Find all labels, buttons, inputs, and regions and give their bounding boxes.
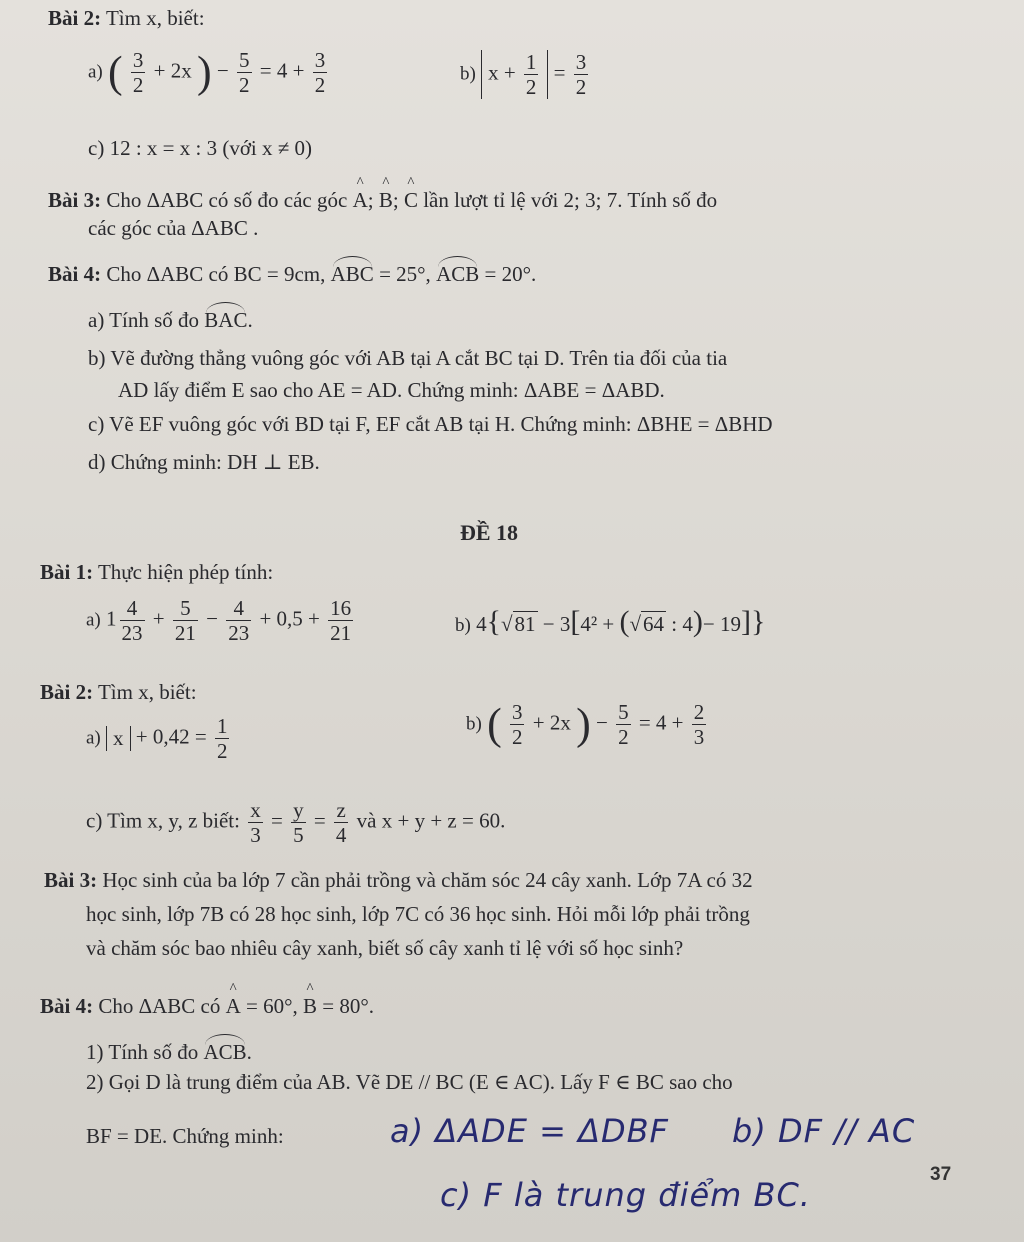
fraction: $\frac{x}{3}$ (250, 798, 261, 848)
bai2-heading: Bài 2: Tìm x, biết: (48, 6, 205, 30)
square-root: √64 (629, 612, 665, 636)
fraction: $\frac{4}{23}$ (228, 596, 250, 646)
exam-title: ĐỀ 18 (460, 520, 519, 545)
bai4-heading: Bài 4: Cho ΔABC có BC = 9cm, ABC = 25°, ACB = 20°. (48, 262, 537, 286)
de18-bai1-heading: Bài 1: Thực hiện phép tính: (40, 560, 274, 584)
fraction: $\frac{y}{5}$ (293, 798, 304, 848)
bai4-a: a) Tính số đo BAC. (88, 308, 253, 332)
fraction: $\frac{1}{2}$ (525, 50, 537, 100)
fraction: $\frac{3}{2}$ (511, 700, 523, 750)
de18-bai3-line3: và chăm sóc bao nhiêu cây xanh, biết số cây xanh tỉ lệ với số học sinh? (86, 936, 684, 960)
de18-bai2-c: c) Tìm x, y, z biết: $\frac{x}{3}$ = $\frac{y}{5}$ = $\frac{z}{4}$ và x + y + z = 60. (86, 798, 506, 848)
bai3-line1: Bài 3: Cho ΔABC có số đo các góc ^ A; ^ B; ^ C lần lượt tỉ lệ với 2; 3; 7. Tính số đo (48, 188, 717, 213)
fraction: $\frac{16}{21}$ (330, 596, 352, 646)
bai3-line2: các góc của ΔABC . (88, 216, 259, 240)
de18-bai4-1: 1) Tính số đo ACB. (86, 1040, 252, 1064)
fraction: $\frac{3}{2}$ (575, 50, 587, 100)
fraction: $\frac{4}{23}$ (121, 596, 143, 646)
de18-bai4-heading: Bài 4: Cho ΔABC có ^ A = 60°, ^ B = 80°. (40, 994, 374, 1019)
de18-bai1-b: b) 4{√81 − 3[4² + (√64 : 4)− 19]} (455, 605, 766, 638)
fraction: $\frac{5}{2}$ (618, 700, 629, 750)
absolute-value: x + $\frac{1}{2}$ (481, 50, 548, 99)
page-number: 37 (930, 1164, 952, 1185)
de18-bai4-2: 2) Gọi D là trung điểm của AB. Vẽ DE // BC (E ∈ AC). Lấy F ∈ BC sao cho (86, 1070, 733, 1094)
bai2-c-equation: c) 12 : x = x : 3 (với x ≠ 0) (88, 136, 313, 160)
de18-bai3-line1: Bài 3: Học sinh của ba lớp 7 cần phải trồng và chăm sóc 24 cây xanh. Lớp 7A có 32 (44, 868, 753, 892)
fraction: $\frac{2}{3}$ (693, 700, 705, 750)
bai4-b-line1: b) Vẽ đường thẳng vuông góc với AB tại A cắt BC tại D. Trên tia đối của tia (88, 346, 728, 370)
handwritten-note-c: c) F là trung điểm BC. (440, 1176, 811, 1214)
de18-bai2-heading: Bài 2: Tìm x, biết: (40, 680, 197, 704)
de18-bai2-a: a) x + 0,42 = $\frac{1}{2}$ (86, 714, 228, 764)
bai4-d: d) Chứng minh: DH ⊥ EB. (88, 450, 320, 474)
fraction: $\frac{5}{2}$ (239, 48, 250, 98)
bai2-a-equation: a) ( $\frac{3}{2}$ + 2x ) − $\frac{5}{2}$ = 4 + $\frac{3}{2}$ (88, 47, 326, 98)
de18-bai1-a: a) 1 $\frac{4}{23}$ + $\frac{5}{21}$ − $\frac{4}{23}$ + 0,5 + $\frac{16}{21}$ (86, 596, 352, 646)
de18-bai4-3: BF = DE. Chứng minh: (86, 1124, 284, 1148)
de18-bai2-b: b) ( $\frac{3}{2}$ + 2x ) − $\frac{5}{2}$ = 4 + $\frac{2}{3}$ (466, 699, 705, 750)
fraction: $\frac{3}{2}$ (132, 48, 144, 98)
bai4-c: c) Vẽ EF vuông góc với BD tại F, EF cắt AB tại H. Chứng minh: ΔBHE = ΔBHD (88, 412, 773, 436)
fraction: $\frac{5}{21}$ (174, 596, 196, 646)
fraction: $\frac{z}{4}$ (335, 798, 347, 848)
square-root: √81 (500, 612, 536, 636)
bai2-b-equation: b) x + $\frac{1}{2}$ = $\frac{3}{2}$ (460, 50, 587, 100)
fraction: $\frac{1}{2}$ (216, 714, 228, 764)
handwritten-note-b: b) DF // AC (732, 1112, 916, 1150)
handwritten-note-a: a) ΔADE = ΔDBF (390, 1112, 669, 1150)
bai4-b-line2: AD lấy điểm E sao cho AE = AD. Chứng minh: ΔABE = ΔABD. (118, 378, 665, 402)
fraction: $\frac{3}{2}$ (314, 48, 326, 98)
absolute-value: x (106, 726, 131, 751)
de18-bai3-line2: học sinh, lớp 7B có 28 học sinh, lớp 7C có 36 học sinh. Hỏi mỗi lớp phải trồng (86, 902, 750, 926)
